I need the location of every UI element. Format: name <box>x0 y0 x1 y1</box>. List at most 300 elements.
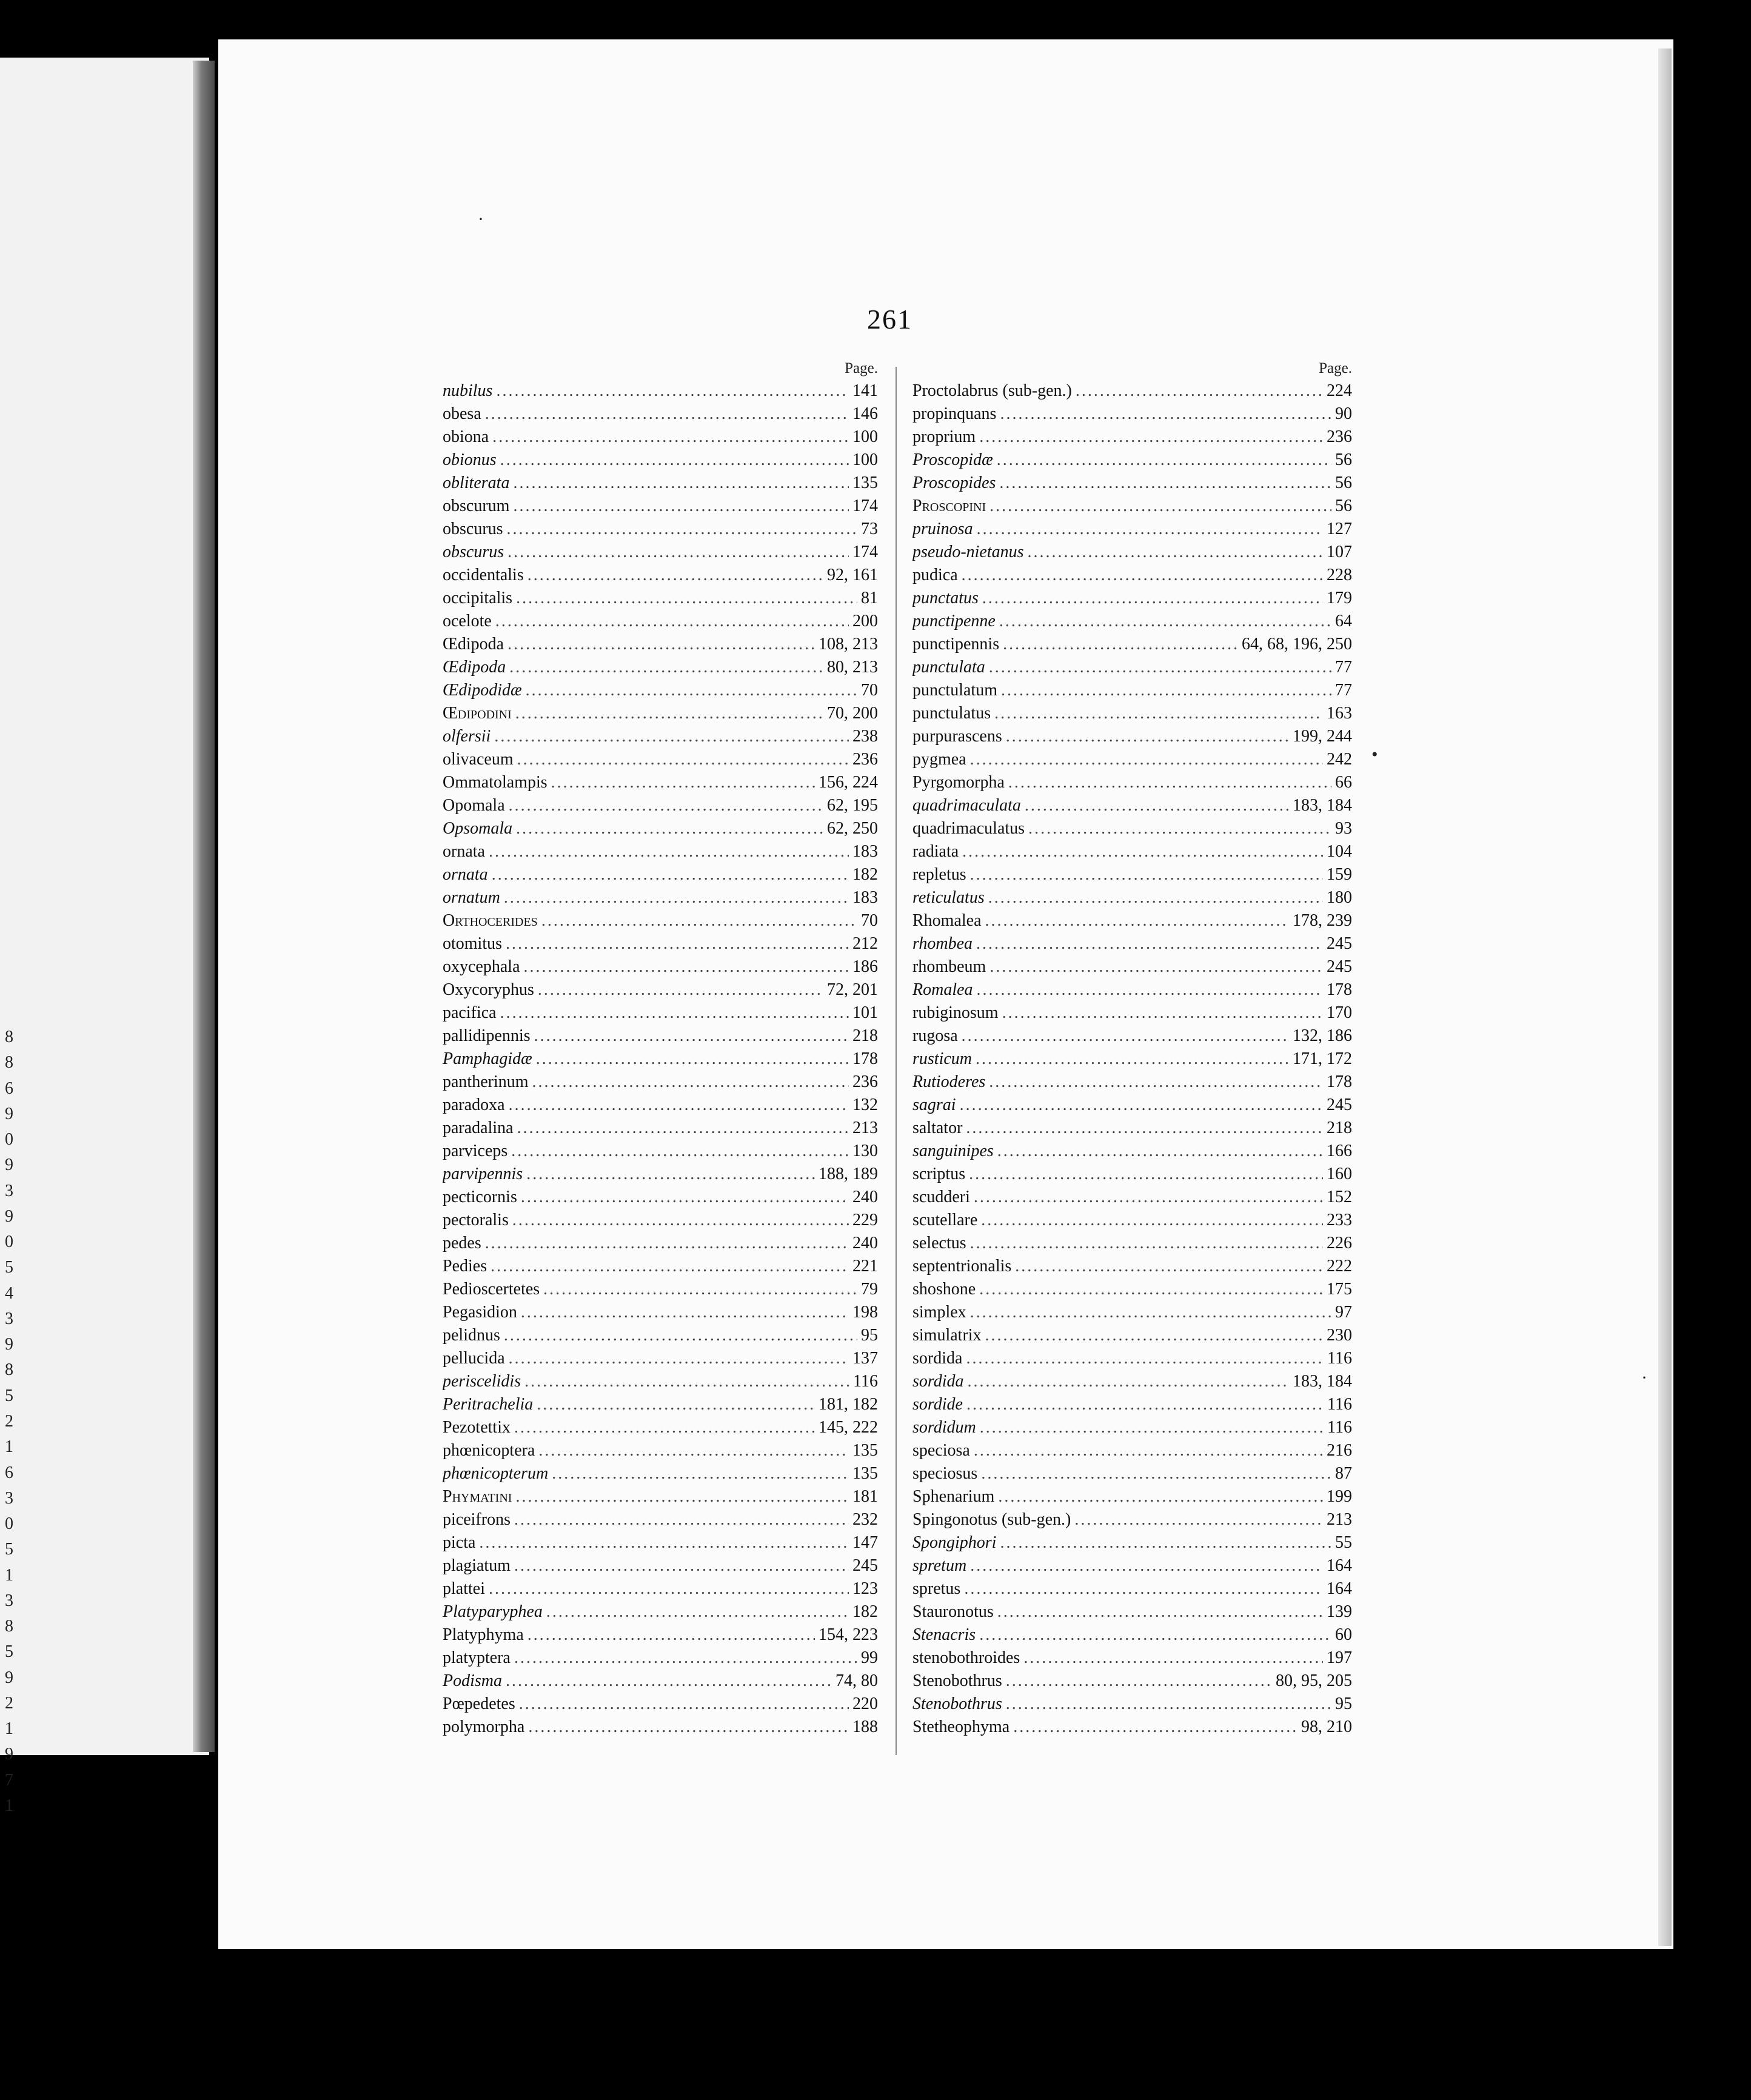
entry-term: scutellare <box>912 1211 978 1229</box>
leader-dots <box>988 886 1323 909</box>
entry-term: repletus <box>912 865 966 884</box>
leader-dots <box>1000 403 1331 426</box>
entry-page: 236 <box>1327 427 1352 446</box>
index-entry <box>443 1600 878 1623</box>
index-entry <box>912 518 1352 541</box>
entry-page: 66 <box>1335 773 1352 792</box>
entry-page: 130 <box>852 1142 878 1160</box>
entry-page: 218 <box>1327 1119 1352 1137</box>
entry-term: pacifica <box>443 1003 497 1022</box>
margin-digit: 0 <box>5 1514 13 1534</box>
leader-dots <box>989 656 1331 679</box>
entry-page: 98, 210 <box>1301 1717 1352 1736</box>
leader-dots <box>970 1554 1323 1577</box>
index-entry <box>912 1416 1352 1439</box>
entry-page: 199 <box>1327 1487 1352 1506</box>
entry-page: 135 <box>852 1441 878 1460</box>
index-entry <box>912 955 1352 978</box>
index-entry <box>443 1623 878 1647</box>
index-entry <box>912 1623 1352 1647</box>
leader-dots <box>1006 1693 1331 1716</box>
entry-page: 116 <box>1327 1395 1352 1414</box>
leader-dots <box>970 748 1323 771</box>
index-entry <box>443 1647 878 1670</box>
entry-page: 213 <box>852 1119 878 1137</box>
leader-dots <box>536 1048 849 1071</box>
leader-dots <box>976 1048 1289 1071</box>
leader-dots <box>1028 817 1331 840</box>
entry-term: Romalea <box>912 980 973 999</box>
entry-term: pallidipennis <box>443 1026 531 1045</box>
index-entry <box>443 1209 878 1232</box>
leader-dots <box>960 1094 1323 1117</box>
entry-page: 183, 184 <box>1293 796 1352 815</box>
leader-dots <box>551 771 815 794</box>
entry-page: 230 <box>1327 1326 1352 1345</box>
entry-page: 77 <box>1335 658 1352 677</box>
leader-dots <box>509 1094 849 1117</box>
index-entry <box>443 1094 878 1117</box>
entry-term: Pedioscertetes <box>443 1280 540 1299</box>
entry-term: Podisma <box>443 1671 502 1690</box>
entry-page: 171, 172 <box>1293 1049 1352 1068</box>
entry-term: saltator <box>912 1119 963 1137</box>
index-entry <box>443 679 878 702</box>
margin-digit: 0 <box>5 1130 13 1149</box>
entry-page: 70 <box>861 681 878 700</box>
margin-digit: 1 <box>5 1719 13 1739</box>
index-entry <box>912 932 1352 955</box>
margin-digit: 5 <box>5 1540 13 1559</box>
entry-page: 240 <box>852 1234 878 1252</box>
entry-page: 182 <box>852 1602 878 1621</box>
entry-term: speciosus <box>912 1464 978 1483</box>
entry-term: Pamphagidæ <box>443 1049 532 1068</box>
index-entry <box>443 1278 878 1301</box>
index-entry <box>443 1670 878 1693</box>
index-entry <box>912 1531 1352 1554</box>
entry-term: obscurus <box>443 543 504 561</box>
leader-dots <box>999 610 1331 633</box>
entry-term: obesa <box>443 404 481 423</box>
entry-page: 79 <box>861 1280 878 1299</box>
entry-page: 62, 250 <box>827 819 878 838</box>
entry-page: 56 <box>1335 497 1352 515</box>
leader-dots <box>527 1623 815 1647</box>
entry-page: 182 <box>852 865 878 884</box>
entry-page: 186 <box>852 957 878 976</box>
entry-term: scriptus <box>912 1165 966 1183</box>
entry-term: proprium <box>912 427 976 446</box>
leader-dots <box>997 1140 1323 1163</box>
entry-term: Œdipoda <box>443 635 504 654</box>
index-entry <box>443 1485 878 1508</box>
entry-page: 56 <box>1335 473 1352 492</box>
entry-term: occidentalis <box>443 566 524 584</box>
entry-page: 198 <box>852 1303 878 1322</box>
entry-page: 245 <box>852 1556 878 1575</box>
leader-dots <box>514 1647 857 1670</box>
leader-dots <box>485 1232 849 1255</box>
index-entry <box>443 1025 878 1048</box>
leader-dots <box>968 1370 1289 1393</box>
leader-dots <box>494 725 849 748</box>
margin-digit: 1 <box>5 1565 13 1585</box>
entry-page: 238 <box>852 727 878 746</box>
entry-page: 104 <box>1327 842 1352 861</box>
entry-term: ornatum <box>443 888 500 907</box>
leader-dots <box>500 1002 849 1025</box>
column-divider <box>896 367 897 1755</box>
entry-page: 132, 186 <box>1293 1026 1352 1045</box>
entry-term: olivaceum <box>443 750 514 769</box>
leader-dots <box>492 426 849 449</box>
margin-digit: 1 <box>5 1437 13 1457</box>
index-entry <box>912 817 1352 840</box>
index-entry <box>443 794 878 817</box>
entry-term: Proscopini <box>912 497 986 515</box>
entry-term: rusticum <box>912 1049 972 1068</box>
entry-term: Pœpedetes <box>443 1694 515 1713</box>
entry-page: 220 <box>852 1694 878 1713</box>
leader-dots <box>970 1301 1331 1324</box>
entry-term: obliterata <box>443 473 510 492</box>
leader-dots <box>534 1025 849 1048</box>
index-entry <box>443 449 878 472</box>
entry-page: 245 <box>1327 934 1352 953</box>
index-entry <box>912 1278 1352 1301</box>
entry-term: rhombea <box>912 934 973 953</box>
leader-dots <box>989 495 1331 518</box>
margin-digit: 1 <box>5 1796 13 1815</box>
leader-dots <box>970 1232 1323 1255</box>
leader-dots <box>982 587 1323 610</box>
facing-page <box>0 58 209 1815</box>
entry-term: picta <box>443 1533 476 1552</box>
entry-term: Spongiphori <box>912 1533 997 1552</box>
leader-dots <box>552 1462 849 1485</box>
entry-page: 135 <box>852 473 878 492</box>
index-entry <box>912 1647 1352 1670</box>
entry-term: ornata <box>443 865 488 884</box>
leader-dots <box>976 932 1323 955</box>
leader-dots <box>1006 1670 1272 1693</box>
margin-digit: 8 <box>5 1028 13 1046</box>
entry-term: Stenobothrus <box>912 1694 1002 1713</box>
entry-page: 116 <box>1327 1349 1352 1368</box>
entry-page: 100 <box>852 427 878 446</box>
entry-page: 100 <box>852 450 878 469</box>
margin-digit: 9 <box>5 1668 13 1687</box>
index-entry <box>443 1508 878 1531</box>
index-entry <box>912 1508 1352 1531</box>
leader-dots <box>1074 1508 1323 1531</box>
leader-dots <box>506 1670 832 1693</box>
margin-digit: 3 <box>5 1591 13 1610</box>
leader-dots <box>514 1554 849 1577</box>
entry-page: 55 <box>1335 1533 1352 1552</box>
entry-term: sordida <box>912 1349 963 1368</box>
leader-dots <box>538 1439 849 1462</box>
margin-digit: 9 <box>5 1155 13 1175</box>
entry-page: 99 <box>861 1648 878 1667</box>
entry-page: 188 <box>852 1717 878 1736</box>
entry-page: 245 <box>1327 1095 1352 1114</box>
entry-page: 70 <box>861 911 878 930</box>
entry-term: punctulatus <box>912 704 991 723</box>
entry-term: sordida <box>912 1372 964 1391</box>
margin-digit: 8 <box>5 1053 13 1072</box>
leader-dots <box>977 978 1323 1002</box>
index-entry <box>912 1554 1352 1577</box>
entry-page: 154, 223 <box>819 1625 878 1644</box>
entry-term: pectoralis <box>443 1211 509 1229</box>
entry-term: obionus <box>443 450 497 469</box>
entry-page: 139 <box>1327 1602 1352 1621</box>
index-entry <box>443 1048 878 1071</box>
index-entry <box>443 610 878 633</box>
index-entry <box>443 1140 878 1163</box>
leader-dots <box>515 1485 849 1508</box>
page-number: 261 <box>867 304 912 335</box>
entry-term: parviceps <box>443 1142 508 1160</box>
index-entry <box>443 771 878 794</box>
index-entry <box>912 1255 1352 1278</box>
entry-page: 95 <box>1335 1694 1352 1713</box>
index-entry <box>912 380 1352 403</box>
index-entry <box>443 863 878 886</box>
entry-term: punctipenne <box>912 612 996 630</box>
leader-dots <box>517 1117 849 1140</box>
entry-term: purpurascens <box>912 727 1002 746</box>
entry-term: phœnicoptera <box>443 1441 535 1460</box>
entry-term: olfersii <box>443 727 491 746</box>
entry-term: pruinosa <box>912 520 973 538</box>
index-entry <box>912 1485 1352 1508</box>
entry-page: 242 <box>1327 750 1352 769</box>
entry-page: 159 <box>1327 865 1352 884</box>
entry-page: 87 <box>1335 1464 1352 1483</box>
leader-dots <box>514 1508 849 1531</box>
entry-page: 160 <box>1327 1165 1352 1183</box>
index-entry <box>443 1439 878 1462</box>
entry-page: 95 <box>861 1326 878 1345</box>
index-entry <box>912 1117 1352 1140</box>
index-entry <box>912 840 1352 863</box>
margin-digit: 9 <box>5 1335 13 1354</box>
entry-term: reticulatus <box>912 888 985 907</box>
entry-page: 80, 95, 205 <box>1276 1671 1352 1690</box>
entry-term: quadrimaculata <box>912 796 1021 815</box>
leader-dots <box>979 426 1323 449</box>
entry-term: pellucida <box>443 1349 505 1368</box>
entry-page: 180 <box>1327 888 1352 907</box>
index-entry <box>443 1324 878 1347</box>
leader-dots <box>532 1071 849 1094</box>
entry-term: ornata <box>443 842 485 861</box>
entry-page: 116 <box>1327 1418 1352 1437</box>
leader-dots <box>500 449 849 472</box>
entry-term: pygmea <box>912 750 966 769</box>
leader-dots <box>485 403 849 426</box>
entry-page: 213 <box>1327 1510 1352 1529</box>
index-entry <box>443 955 878 978</box>
index-entry <box>912 1071 1352 1094</box>
leader-dots <box>1001 679 1331 702</box>
entry-term: piceifrons <box>443 1510 511 1529</box>
book-binding <box>193 61 215 1752</box>
entry-term: periscelidis <box>443 1372 521 1391</box>
entry-page: 236 <box>852 750 878 769</box>
entry-page: 221 <box>852 1257 878 1276</box>
entry-term: Opsomala <box>443 819 513 838</box>
entry-page: 81 <box>861 589 878 607</box>
entry-page: 62, 195 <box>827 796 878 815</box>
margin-digit: 8 <box>5 1617 13 1636</box>
speck: • <box>1371 744 1378 764</box>
index-entry <box>912 1462 1352 1485</box>
entry-term: Sphenarium <box>912 1487 995 1506</box>
margin-digit: 2 <box>5 1411 13 1431</box>
index-entry <box>443 1693 878 1716</box>
entry-page: 178 <box>1327 1072 1352 1091</box>
entry-page: 80, 213 <box>827 658 878 677</box>
entry-term: otomitus <box>443 934 503 953</box>
index-entry <box>912 1693 1352 1716</box>
entry-term: Œdipodini <box>443 704 512 723</box>
entry-term: Rutioderes <box>912 1072 986 1091</box>
entry-page: 174 <box>852 497 878 515</box>
entry-page: 200 <box>852 612 878 630</box>
entry-page: 164 <box>1327 1579 1352 1598</box>
entry-term: Platyparyphea <box>443 1602 543 1621</box>
margin-digit: 9 <box>5 1104 13 1123</box>
leader-dots <box>521 1301 849 1324</box>
leader-dots <box>509 794 823 817</box>
entry-page: 137 <box>852 1349 878 1368</box>
leader-dots <box>537 1393 815 1416</box>
entry-page: 232 <box>852 1510 878 1529</box>
entry-term: Stenacris <box>912 1625 976 1644</box>
entry-page: 224 <box>1327 381 1352 400</box>
index-entry <box>912 1370 1352 1393</box>
entry-page: 60 <box>1335 1625 1352 1644</box>
leader-dots <box>1013 1716 1297 1739</box>
entry-term: septentrionalis <box>912 1257 1012 1276</box>
entry-page: 147 <box>852 1533 878 1552</box>
index-entry <box>443 748 878 771</box>
leader-dots <box>541 909 857 932</box>
index-entry <box>912 909 1352 932</box>
entry-page: 90 <box>1335 404 1352 423</box>
entry-page: 175 <box>1327 1280 1352 1299</box>
entry-term: ocelote <box>443 612 492 630</box>
index-entry <box>912 1163 1352 1186</box>
index-entry <box>912 1439 1352 1462</box>
leader-dots <box>490 1255 849 1278</box>
entry-page: 93 <box>1335 819 1352 838</box>
index-entry <box>912 656 1352 679</box>
index-entry <box>443 518 878 541</box>
entry-term: Œdipodidæ <box>443 681 522 700</box>
index-entry <box>912 1347 1352 1370</box>
index-entry <box>912 1393 1352 1416</box>
leader-dots <box>504 886 849 909</box>
index-entry <box>443 380 878 403</box>
leader-dots <box>981 1462 1331 1485</box>
leader-dots <box>516 587 857 610</box>
entry-term: Proscopides <box>912 473 996 492</box>
entry-term: rugosa <box>912 1026 958 1045</box>
facing-page-margin-digits <box>0 1028 13 1816</box>
entry-term: Stetheophyma <box>912 1717 1010 1736</box>
entry-page: 56 <box>1335 450 1352 469</box>
index-entry <box>912 886 1352 909</box>
entry-page: 132 <box>852 1095 878 1114</box>
entry-page: 170 <box>1327 1003 1352 1022</box>
leader-dots <box>479 1531 849 1554</box>
index-entry <box>443 817 878 840</box>
entry-term: Opomala <box>443 796 505 815</box>
index-entry <box>912 1048 1352 1071</box>
index-entry <box>443 1117 878 1140</box>
leader-dots <box>966 1117 1323 1140</box>
index-entry <box>912 1716 1352 1739</box>
leader-dots <box>515 702 823 725</box>
leader-dots <box>543 1278 857 1301</box>
entry-page: 74, 80 <box>835 1671 878 1690</box>
entry-term: Œdipoda <box>443 658 506 677</box>
index-column-left <box>443 358 878 1739</box>
leader-dots <box>989 955 1323 978</box>
entry-term: Rhomalea <box>912 911 982 930</box>
entry-page: 228 <box>1327 566 1352 584</box>
entry-term: obscurus <box>443 520 503 538</box>
index-entry <box>912 472 1352 495</box>
entry-term: oxycephala <box>443 957 520 976</box>
index-entry <box>443 1232 878 1255</box>
index-entry <box>443 932 878 955</box>
index-entry <box>443 886 878 909</box>
index-entry <box>443 1255 878 1278</box>
leader-dots <box>997 449 1331 472</box>
leader-dots <box>492 863 849 886</box>
leader-dots <box>1076 380 1323 403</box>
entry-page: 212 <box>852 934 878 953</box>
entry-term: Stenobothrus <box>912 1671 1002 1690</box>
leader-dots <box>506 932 849 955</box>
entry-term: Proscopidæ <box>912 450 993 469</box>
margin-digit: 5 <box>5 1386 13 1405</box>
index-entry <box>443 1002 878 1025</box>
index-entry <box>443 1370 878 1393</box>
leader-dots <box>1023 1647 1323 1670</box>
leader-dots <box>507 541 849 564</box>
column-header: Page. <box>845 360 878 376</box>
entry-term: pseudo-nietanus <box>912 543 1024 561</box>
index-entry <box>912 794 1352 817</box>
index-entry <box>443 1163 878 1186</box>
leader-dots <box>512 1209 849 1232</box>
entry-page: 152 <box>1327 1188 1352 1206</box>
leader-dots <box>524 1370 849 1393</box>
entry-page: 127 <box>1327 520 1352 538</box>
entry-term: stenobothroides <box>912 1648 1020 1667</box>
entry-term: rubiginosum <box>912 1003 999 1022</box>
speck: · <box>1641 1368 1647 1388</box>
leader-dots <box>1008 771 1331 794</box>
speck: · <box>478 209 484 229</box>
